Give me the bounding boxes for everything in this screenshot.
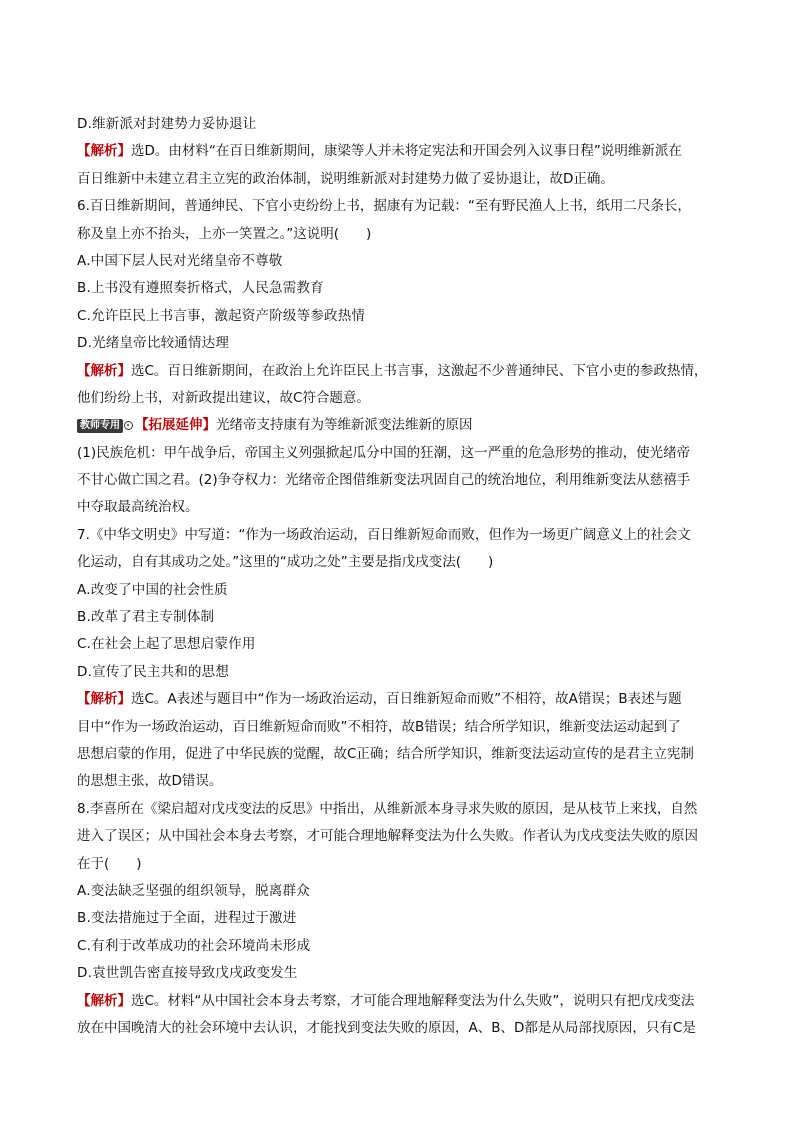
q8-analysis-line-1: 【解析】选C。材料“从中国社会本身去考察，才可能合理地解释变法为什么失败”，说明只有把戊戌变法 [77, 992, 695, 1009]
extension-heading-text: 光绪帝支持康有为等维新派变法维新的原因 [216, 417, 473, 434]
q7-option-a: A.改变了中国的社会性质 [77, 581, 228, 598]
extension-heading [77, 412, 719, 439]
q6-analysis-line-1: 【解析】选C。百日维新期间，在政治上允许臣民上书言事，这激起不少普通绅民、下官小吏的参政热情， [77, 362, 708, 379]
q5-analysis-tag: 【解析】 [77, 143, 131, 160]
q6-option-a: A.中国下层人民对光绪皇帝不尊敬 [77, 252, 283, 269]
q7-stem-line-2: 化运动，自有其成功之处。”这里的“成功之处”主要是指戊戌变法( ) [77, 554, 494, 571]
q7-option-b: B.改革了君主专制体制 [77, 609, 215, 626]
q8-option-b: B.变法措施过于全面，进程过于激进 [77, 910, 297, 927]
q8-stem-line-1: 8.李喜所在《梁启超对戊戌变法的反思》中指出，从维新派本身寻求失败的原因，是从枝节上来找，自然 [77, 800, 698, 817]
extension-line-1: (1)民族危机：甲午战争后，帝国主义列强掀起瓜分中国的狂潮，这一严重的危急形势的推动，使光绪帝 [77, 444, 691, 461]
q8-stem-line-2: 进入了误区；从中国社会本身去考察，才可能合理地解释变法为什么失败。作者认为戊戌变法失败的原因 [77, 828, 698, 845]
q6-analysis-line-2: 他们纷纷上书，对新政提出建议，故C符合题意。 [77, 389, 370, 406]
q5-analysis-line-2: 百日维新中未建立君主立宪的政治体制，说明维新派对封建势力做了妥协退让，故D正确。 [77, 170, 614, 187]
q7-analysis-line-1: 【解析】选C。A表述与题目中“作为一场政治运动，百日维新短命而败”不相符，故A错误；B表述与题 [77, 691, 682, 708]
teacher-only-badge: 教师专用 [77, 419, 123, 433]
q6-stem-line-1: 6.百日维新期间，普通绅民、下官小吏纷纷上书，据康有为记载：“至有野民渔人上书，纸用二尺条长， [77, 198, 691, 215]
q5-analysis-line-1: 【解析】选D。由材料“在百日维新期间，康梁等人并未将定宪法和开国会列入议事日程”说明维新派在 [77, 143, 682, 160]
extension-title: 【拓展延伸】 [135, 417, 216, 434]
q6-option-d: D.光绪皇帝比较通情达理 [77, 335, 230, 352]
badge-dot-icon [124, 421, 133, 430]
document-page [77, 111, 719, 1042]
q7-analysis-line-4: 的思想主张，故D错误。 [77, 773, 223, 790]
q6-option-c: C.允许臣民上书言事，激起资产阶级等参政热情 [77, 307, 366, 324]
q8-stem-line-3: 在于( ) [77, 855, 142, 872]
q8-analysis-tag: 【解析】 [77, 992, 131, 1009]
q5-option-d: D.维新派对封建势力妥协退让 [77, 116, 257, 132]
extension-line-2: 不甘心做亡国之君。(2)争夺权力：光绪帝企图借维新变法巩固自己的统治地位，利用维新变法从慈禧手 [77, 472, 691, 489]
q8-analysis-line-2: 放在中国晚清大的社会环境中去认识，才能找到变法失败的原因，A、B、D都是从局部找原因，只有C是 [77, 1019, 696, 1036]
q7-stem-line-1: 7.《中华文明史》中写道：“作为一场政治运动，百日维新短命而败，但作为一场更广阔意义上的社会文 [77, 526, 691, 543]
q6-analysis-tag: 【解析】 [77, 362, 131, 379]
q7-analysis-tag: 【解析】 [77, 691, 131, 708]
q8-option-c: C.有利于改革成功的社会环境尚未形成 [77, 937, 311, 954]
q6-stem-line-2: 称及皇上亦不抬头，上亦一笑置之。”这说明( ) [77, 225, 372, 242]
extension-line-3: 中夺取最高统治权。 [77, 499, 199, 516]
q8-option-a: A.变法缺乏坚强的组织领导，脱离群众 [77, 882, 310, 899]
q7-option-d: D.宣传了民主共和的思想 [77, 663, 230, 680]
q8-option-d: D.袁世凯告密直接导致戊戌政变发生 [77, 965, 298, 982]
q7-option-c: C.在社会上起了思想启蒙作用 [77, 636, 256, 653]
q7-analysis-line-3: 思想启蒙的作用，促进了中华民族的觉醒，故C正确；结合所学知识，维新变法运动宣传的是君主立宪制 [77, 745, 694, 762]
q6-option-b: B.上书没有遵照奏折格式，人民急需教育 [77, 280, 324, 297]
q7-analysis-line-2: 目中“作为一场政治运动，百日维新短命而败”不相符，故B错误；结合所学知识，维新变法运动起到了 [77, 718, 681, 735]
